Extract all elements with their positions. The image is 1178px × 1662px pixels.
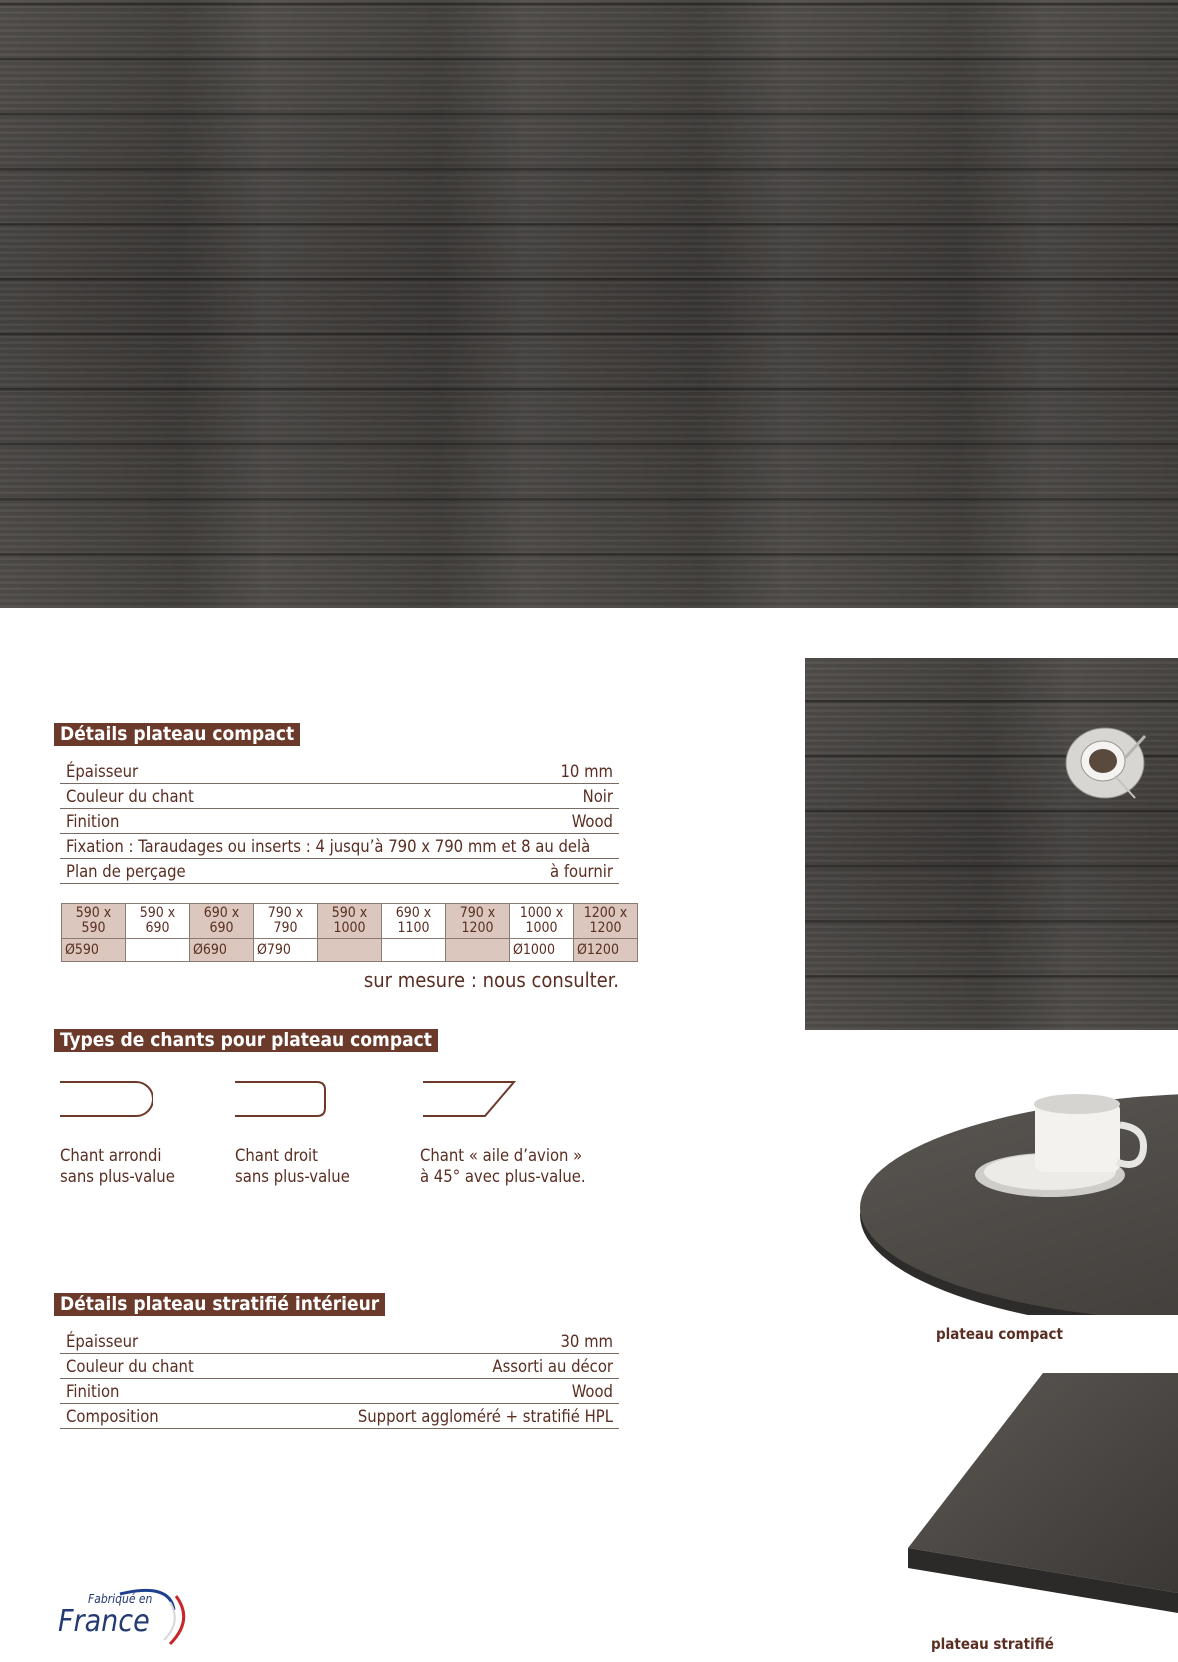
- spec-row: [60, 1379, 619, 1404]
- edge-label-line: Chant « aile d’avion »: [420, 1146, 583, 1165]
- spec-label: Couleur du chant: [60, 784, 424, 809]
- tabletop-top-view-photo: [805, 658, 1178, 1030]
- round-size-cell: Ø790: [254, 939, 318, 962]
- spec-value: 30 mm: [252, 1329, 619, 1354]
- edge-label-line: à 45° avec plus-value.: [420, 1167, 586, 1186]
- custom-size-note: sur mesure : nous consulter.: [363, 968, 619, 992]
- spec-value: Support aggloméré + stratifié HPL: [252, 1404, 619, 1429]
- spec-label: Épaisseur: [60, 1329, 252, 1354]
- size-cell: 690 x 1100: [382, 904, 446, 939]
- laminate-spec-table: [60, 1329, 619, 1429]
- spec-row: [60, 859, 619, 884]
- laminate-details-title: Détails plateau stratifié intérieur: [54, 1293, 385, 1316]
- size-cell: 590 x 590: [62, 904, 126, 939]
- compact-tabletop-photo: [855, 1090, 1178, 1315]
- size-cell: 1000 x 1000: [510, 904, 574, 939]
- edge-label-line: sans plus-value: [60, 1167, 175, 1186]
- made-in-france-logo: [58, 1582, 188, 1652]
- edge-types-title: Types de chants pour plateau compact: [54, 1029, 438, 1052]
- size-cell: 590 x 690: [126, 904, 190, 939]
- edge-label-line: Chant arrondi: [60, 1146, 162, 1165]
- rounded-edge-icon: [58, 1080, 153, 1120]
- round-size-cell: [446, 939, 510, 962]
- spec-label: Finition: [60, 1379, 252, 1404]
- sizes-table: [61, 903, 638, 962]
- edge-label-bevel: [420, 1145, 586, 1187]
- spec-row: [60, 759, 619, 784]
- sizes-round-row: [62, 939, 638, 962]
- spec-value: 10 mm: [424, 759, 619, 784]
- spec-row: [60, 1404, 619, 1429]
- straight-edge-icon: [233, 1080, 328, 1120]
- compact-details-title: Détails plateau compact: [54, 723, 300, 746]
- round-size-cell: Ø690: [190, 939, 254, 962]
- round-size-cell: Ø1200: [574, 939, 638, 962]
- spec-row: [60, 1354, 619, 1379]
- size-cell: 790 x 790: [254, 904, 318, 939]
- laminate-tabletop-photo: [908, 1373, 1178, 1638]
- bevel-edge-icon: [421, 1080, 521, 1120]
- round-size-cell: [318, 939, 382, 962]
- spec-value: à fournir: [424, 859, 619, 884]
- round-size-cell: [126, 939, 190, 962]
- spec-label: Composition: [60, 1404, 252, 1429]
- spec-row: [60, 1329, 619, 1354]
- spec-label: Finition: [60, 809, 424, 834]
- round-size-cell: Ø590: [62, 939, 126, 962]
- compact-photo-caption: plateau compact: [936, 1325, 1063, 1343]
- spec-row: [60, 784, 619, 809]
- spec-value: Wood: [252, 1379, 619, 1404]
- logo-line2: France: [58, 1604, 150, 1639]
- compact-spec-table: [60, 759, 619, 884]
- size-cell: 790 x 1200: [446, 904, 510, 939]
- edge-label-rounded: [60, 1145, 175, 1187]
- round-size-cell: Ø1000: [510, 939, 574, 962]
- spec-label: Couleur du chant: [60, 1354, 252, 1379]
- spec-label: Fixation : Taraudages ou inserts : 4 jusqu’à 790 x 790 mm et 8 au delà: [60, 834, 619, 859]
- edge-label-line: sans plus-value: [235, 1167, 350, 1186]
- sizes-dims-row: [62, 904, 638, 939]
- spec-label: Épaisseur: [60, 759, 424, 784]
- size-cell: 1200 x 1200: [574, 904, 638, 939]
- size-cell: 690 x 690: [190, 904, 254, 939]
- round-size-cell: [382, 939, 446, 962]
- spec-value: Wood: [424, 809, 619, 834]
- spec-row: [60, 834, 619, 859]
- size-cell: 590 x 1000: [318, 904, 382, 939]
- spec-row: [60, 809, 619, 834]
- spec-label: Plan de perçage: [60, 859, 424, 884]
- spec-value: Assorti au décor: [252, 1354, 619, 1379]
- logo-line1: Fabriqué en: [88, 1592, 153, 1606]
- edge-label-straight: [235, 1145, 350, 1187]
- laminate-photo-caption: plateau stratifié: [931, 1635, 1054, 1653]
- spec-value: Noir: [424, 784, 619, 809]
- edge-label-line: Chant droit: [235, 1146, 318, 1165]
- hero-wood-texture: [0, 0, 1178, 608]
